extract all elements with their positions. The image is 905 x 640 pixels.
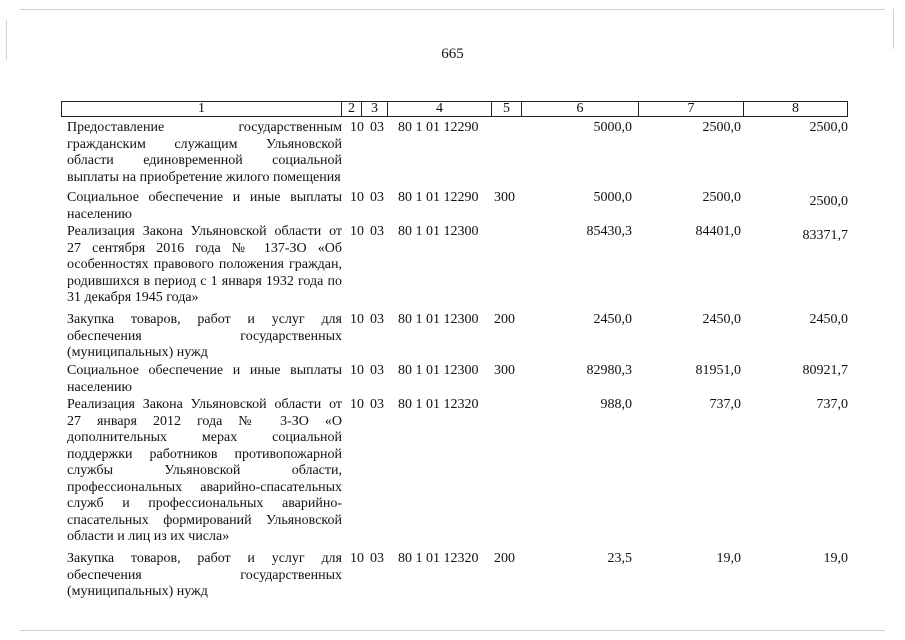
row-target-code: 80 1 01 12320: [398, 397, 479, 412]
row-value-col7: 84401,0: [695, 224, 741, 239]
row-expense-type: 300: [494, 363, 515, 378]
row-value-col8: 2500,0: [809, 194, 848, 209]
row-expense-type: 200: [494, 312, 515, 327]
row-target-code: 80 1 01 12290: [398, 190, 479, 205]
header-col-7: 7: [639, 102, 744, 116]
row-value-col8: 80921,7: [802, 363, 848, 378]
row-value-col8: 19,0: [823, 551, 848, 566]
row-expense-type: 300: [494, 190, 515, 205]
row-value-col8: 2450,0: [809, 312, 848, 327]
row-subsection: 03: [370, 363, 384, 378]
row-target-code: 80 1 01 12320: [398, 551, 479, 566]
row-expense-type: 200: [494, 551, 515, 566]
page-number: 665: [441, 46, 464, 62]
row-section: 10: [350, 551, 364, 566]
row-section: 10: [350, 312, 364, 327]
header-col-1: 1: [62, 102, 342, 116]
header-col-6: 6: [522, 102, 639, 116]
row-value-col6: 5000,0: [593, 120, 632, 135]
header-col-3: 3: [362, 102, 388, 116]
row-subsection: 03: [370, 312, 384, 327]
row-name: Реализация Закона Ульяновской области от 27 января 2012 года № 3-ЗО «О дополнительных мерах социальной поддержки работников противопожарной службы Ульяновской области, профессиональных аварийно-спасательных служб и профессиональных аварийно-спасательных формирований Ульяновской области и лиц из их числа»: [67, 397, 342, 544]
row-target-code: 80 1 01 12300: [398, 363, 479, 378]
row-subsection: 03: [370, 190, 384, 205]
row-subsection: 03: [370, 397, 384, 412]
row-value-col8: 83371,7: [802, 228, 848, 243]
row-name: Закупка товаров, работ и услуг для обеспечения государственных (муниципальных) нужд: [67, 312, 342, 360]
header-col-8: 8: [792, 101, 799, 116]
row-section: 10: [350, 397, 364, 412]
row-value-col7: 737,0: [709, 397, 741, 412]
row-value-col8: 2500,0: [809, 120, 848, 135]
row-section: 10: [350, 190, 364, 205]
row-subsection: 03: [370, 551, 384, 566]
scan-edge-right: [893, 9, 894, 49]
row-value-col7: 2450,0: [702, 312, 741, 327]
row-target-code: 80 1 01 12290: [398, 120, 479, 135]
row-value-col6: 85430,3: [586, 224, 632, 239]
row-value-col6: 5000,0: [593, 190, 632, 205]
row-name: Реализация Закона Ульяновской области от 27 сентября 2016 года № 137-ЗО «Об особенностях правового положения граждан, родившихся в период с 1 января 1932 года по 31 декабря 1945 года»: [67, 224, 342, 305]
row-value-col6: 988,0: [600, 397, 632, 412]
row-value-col7: 81951,0: [695, 363, 741, 378]
row-value-col6: 2450,0: [593, 312, 632, 327]
row-section: 10: [350, 363, 364, 378]
scan-edge-bottom: [20, 630, 885, 631]
table-header: [61, 101, 848, 117]
row-name: Закупка товаров, работ и услуг для обеспечения государственных (муниципальных) нужд: [67, 551, 342, 599]
row-target-code: 80 1 01 12300: [398, 312, 479, 327]
row-name: Социальное обеспечение и иные выплаты населению: [67, 190, 342, 222]
row-value-col8: 737,0: [816, 397, 848, 412]
row-name: Предоставление государственным гражданским служащим Ульяновской области единовременной социальной выплаты на приобретение жилого помещения: [67, 120, 342, 185]
row-target-code: 80 1 01 12300: [398, 224, 479, 239]
row-name: Социальное обеспечение и иные выплаты населению: [67, 363, 342, 395]
row-subsection: 03: [370, 120, 384, 135]
header-col-2: 2: [342, 102, 362, 116]
row-value-col7: 2500,0: [702, 190, 741, 205]
row-value-col7: 19,0: [716, 551, 741, 566]
row-value-col7: 2500,0: [702, 120, 741, 135]
row-value-col6: 82980,3: [586, 363, 632, 378]
row-section: 10: [350, 224, 364, 239]
scan-edge-top: [20, 9, 885, 10]
header-col-5: 5: [492, 102, 522, 116]
row-value-col6: 23,5: [607, 551, 632, 566]
header-col-4: 4: [388, 102, 492, 116]
row-section: 10: [350, 120, 364, 135]
row-subsection: 03: [370, 224, 384, 239]
